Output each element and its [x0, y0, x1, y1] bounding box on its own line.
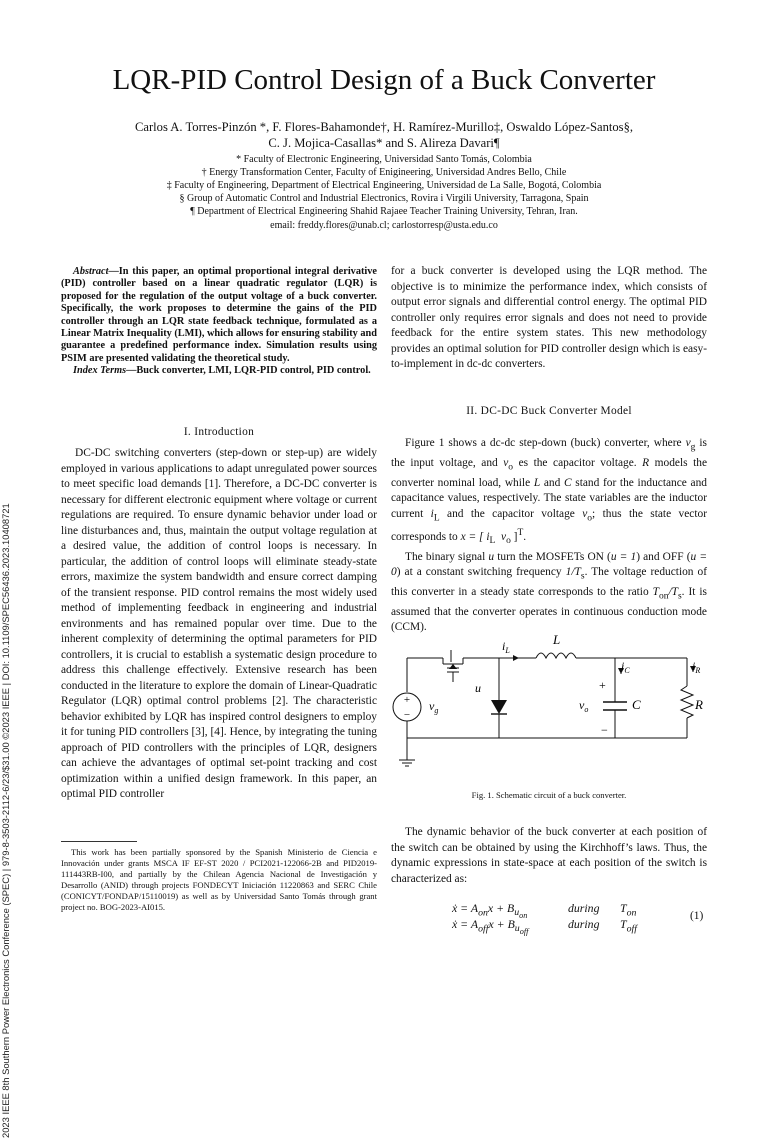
footnote-rule — [61, 841, 137, 842]
index-terms-label: Index Terms — [73, 365, 127, 377]
section-heading-introduction: I. Introduction — [183, 426, 255, 438]
label-r: R — [695, 697, 703, 712]
model-paragraph-2: The binary signal u turn the MOSFETs ON (u = 1) and OFF (u = 0) at a constant switching frequency $1/T_s$. The voltage reduction of this converter in a steady state corresponds to the ratio $T_{on}/T_s$. It is assumed that the converter operates in continuous conduction mode (CCM). — [391, 550, 708, 634]
model-paragraph-3: The dynamic behavior of the buck converter at each position of the switch can be obtained by using the Kirchhoff’s laws. Thus, the dynamic expressions in state-space at each position of the switch is characterized as: — [391, 826, 707, 885]
introduction-body — [61, 446, 377, 803]
footnote-block — [61, 847, 377, 913]
paper-title: LQR-PID Control Design of a Buck Converter — [112, 64, 656, 96]
diode-symbol — [491, 700, 507, 714]
introduction-paragraph: DC-DC switching converters (step-down or step-up) are widely employed in various applications to adapt unregulated power sources to meet specific load demands [1]. Therefore, a DC-DC converter is necessary for different electronic equipment where voltage or current regulations are required. To ensure dynamic behavior under load or line disturbances and, thus, maintain the output voltage regulation at a desired value, the addition of control loops is necessary. In particular, the addition of control loops will eliminate steady-state errors, maximize the system bandwidth and ensure correct damping of the transient response. PID control remains the most widely used method of implementing feedback in engineering and industrial environments and has remained popular over time. Due to the inherent complexity of determining the optimal parameters for PID controllers, it is crucial to establish a systematic design procedure to address this challenge effectively. Extensive research has been conducted in the literature to explore the domain of Linear-Quadratic Regulator (LQR) optimal control problems [2]. The characteristic behavior exhibited by LQR has inspired control designers to employ it for tuning PID controllers [3], [4]. Hence, by integrating the tuning approach of PID controllers with the principles of LQR, designers can achieve the advantages of optimal set-point tracking and cost optimization within a unified design framework. In this paper, an optimal PID controller — [61, 447, 377, 800]
label-vg: $v_g$ — [429, 699, 439, 715]
label-l: L — [553, 632, 561, 647]
equation-number: (1) — [690, 910, 704, 922]
affiliation-3: ‡ Faculty of Engineering, Department of Electrical Engineering, Universidad de La Salle, Bogotá, Colombia — [166, 180, 602, 191]
current-arrow-il — [513, 655, 519, 661]
funding-footnote: This work has been partially sponsored by the Spanish Ministerio de Ciencia e Innovación under grants MSCA IF EF-ST 2020 / PCI2021-122066-2B and PID2019-111443RB-I00, and partially by the Chilean Agencia Nacional de Investigación y Desarrollo (ANID) through projects FONDECYT Iniciación 11220863 and SERC Chile (CONICYT/FONDAP/15110019) as well as by Universidad Santo Tomás through grant project no. BOG-2023-AI015. — [61, 847, 377, 912]
label-vo: $v_o$ — [579, 698, 589, 714]
author-line-2: C. J. Mojica-Casallas* and S. Alireza Davari¶ — [268, 136, 500, 150]
abstract-block — [61, 266, 377, 378]
label-ic: $i_C$ — [621, 659, 630, 675]
author-list — [60, 119, 708, 151]
intro-continuation: for a buck converter is developed using the LQR method. The objective is to minimize the performance index, which consists of output error signals and differential control energy. The optimal PID controller only requires error signals and does not need to provide feedback for the entire system states. This new methodology provides an optimal solution for PID controller design which is easy-to-implement in dc-dc converters. — [391, 265, 707, 370]
label-ir: $i_R$ — [692, 659, 701, 675]
equation-row-2: ẋ = $A_{off}x + B_{u_{off}}$ during $T_{off}$ — [452, 917, 637, 937]
figure-caption: Fig. 1. Schematic circuit of a buck converter. — [471, 790, 627, 800]
cap-minus: − — [601, 723, 608, 737]
label-u: u — [475, 681, 481, 695]
label-il: $i_L$ — [502, 639, 510, 655]
label-c: C — [632, 697, 641, 712]
abstract-text: —In this paper, an optimal proportional integral derivative (PID) controller based on a linear quadratic regulator (LQR) is proposed for the regulation of the output voltage of a buck converter. Specifically, the work proposes to determine the gains of the PID controller through an LQR state feedback technique, formulated as a Linear Matrix Inequality (LMI), which allows for ensuring stability and guarantee a predefined performance index. Simulation results using PSIM are presented validating the theoretical study. — [61, 266, 377, 364]
model-paragraph-1: Figure 1 shows a dc-dc step-down (buck) converter, where $v_g$ is the input voltage, and $v_o$ es the capacitor voltage. R models the converter nominal load, while L and C stand for the inductance and capacitance values, respectively. The state variables are the inductor current $i_L$ and the capacitor voltage $v_o$; thus the state vector corresponds to x = [ $i_L$ $v_o$ ]$^T$. — [391, 437, 707, 547]
section-heading-model: II. DC-DC Buck Converter Model — [466, 405, 632, 417]
index-terms-text: —Buck converter, LMI, LQR-PID control, PID control. — [126, 365, 371, 377]
source-minus: − — [403, 709, 411, 721]
mosfet-symbol — [443, 658, 463, 682]
ieee-sidebar-text: 2023 IEEE 8th Southern Power Electronics Conference (SPEC) | 979-8-3503-2112-6/23/$31.00 ©2023 IEEE | DOI: 10.1109/SPEC56436.2023.10408721 — [0, 503, 11, 1138]
author-line-1: Carlos A. Torres-Pinzón *, F. Flores-Bahamonde†, H. Ramírez-Murillo‡, Oswaldo López-Santos§, — [134, 120, 634, 134]
abstract-label: Abstract — [73, 266, 109, 277]
model-body — [391, 436, 707, 636]
affiliation-5: ¶ Department of Electrical Engineering Shahid Rajaee Teacher Training University, Tehran, Iran. — [190, 206, 578, 217]
cap-plus: + — [599, 678, 606, 692]
affiliation-1: * Faculty of Electronic Engineering, Universidad Santo Tomás, Colombia — [236, 154, 532, 165]
affiliation-2: † Energy Transformation Center, Faculty of Enigineering, Universidad Andres Bello, Chile — [201, 167, 567, 178]
model-body-continued — [391, 825, 707, 887]
source-plus: + — [403, 694, 411, 706]
inductor-symbol — [536, 653, 576, 658]
affiliation-4: § Group of Automatic Control and Industrial Electronics, Rovira i Virgili University, Tarragona, Spain — [179, 193, 589, 204]
column-2-intro — [391, 264, 707, 373]
equation-row-1: ẋ = $A_{on}x + B_{u_{on}}$ during $T_{on}$ — [452, 901, 637, 921]
contact-email: email: freddy.flores@unab.cl; carlostorresp@usta.edu.co — [270, 220, 498, 231]
resistor-symbol — [681, 686, 693, 718]
buck-converter-schematic — [391, 628, 711, 778]
